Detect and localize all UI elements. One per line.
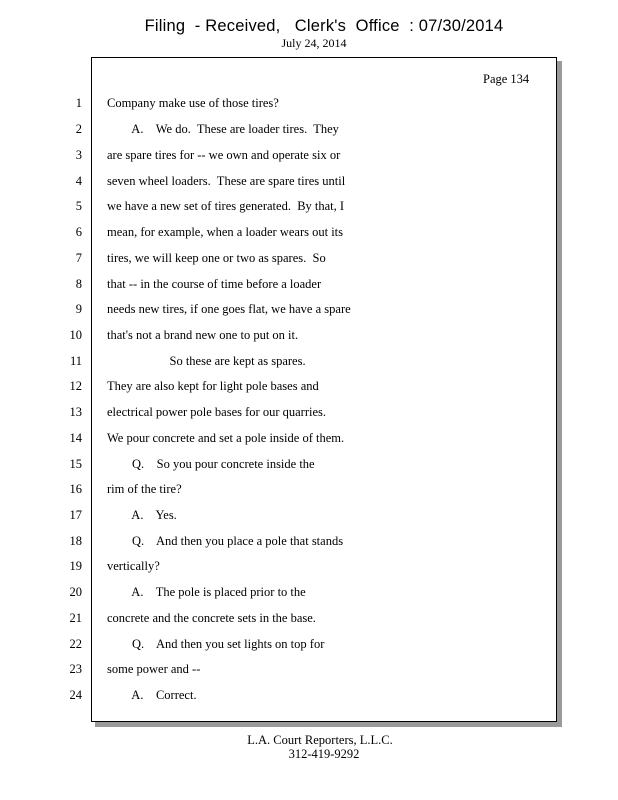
line-number: 10 — [69, 328, 82, 342]
line-number: 7 — [75, 251, 82, 265]
line-text: A. We do. These are loader tires. They — [107, 122, 339, 136]
line-text: seven wheel loaders. These are spare tires until — [107, 174, 346, 188]
line-text: So these are kept as spares. — [107, 354, 306, 368]
line-number: 22 — [69, 637, 82, 651]
line-number: 23 — [69, 662, 82, 676]
line-number: 20 — [69, 585, 82, 599]
line-text: Q. And then you set lights on top for — [107, 637, 325, 651]
line-number: 1 — [75, 96, 82, 110]
line-number: 4 — [75, 174, 82, 188]
line-number: 8 — [75, 277, 82, 291]
line-text: we have a new set of tires generated. By that, I — [107, 199, 345, 213]
line-text: vertically? — [107, 559, 160, 573]
line-number: 17 — [69, 508, 82, 522]
line-text: that's not a brand new one to put on it. — [107, 328, 299, 342]
line-number: 15 — [69, 457, 82, 471]
line-text: are spare tires for -- we own and operate six or — [107, 148, 341, 162]
line-number: 19 — [69, 559, 82, 573]
line-text: concrete and the concrete sets in the base. — [107, 611, 316, 625]
line-text: needs new tires, if one goes flat, we have a spare — [107, 302, 351, 316]
line-number: 2 — [75, 122, 82, 136]
transcript-date: July 24, 2014 — [281, 36, 347, 50]
line-number: 6 — [75, 225, 82, 239]
line-number: 3 — [75, 148, 82, 162]
line-number: 13 — [69, 405, 82, 419]
line-text: Company make use of those tires? — [107, 96, 279, 110]
line-text: A. The pole is placed prior to the — [107, 585, 306, 599]
line-text: A. Correct. — [107, 688, 197, 702]
line-text: electrical power pole bases for our quarries. — [107, 405, 327, 419]
line-text: They are also kept for light pole bases and — [107, 379, 319, 393]
line-number: 12 — [69, 379, 82, 393]
line-number: 21 — [69, 611, 82, 625]
line-text: We pour concrete and set a pole inside of them. — [107, 431, 345, 445]
line-text: A. Yes. — [107, 508, 177, 522]
line-text: Q. So you pour concrete inside the — [107, 457, 315, 471]
line-number: 9 — [75, 302, 82, 316]
line-text: Q. And then you place a pole that stands — [107, 534, 344, 548]
filing-stamp: Filing - Received, Clerk's Office : 07/30/2014 — [144, 17, 504, 35]
line-number: 5 — [75, 199, 82, 213]
reporter-phone: 312-419-9292 — [288, 747, 360, 761]
page-number: Page 134 — [483, 72, 530, 86]
line-number: 18 — [69, 534, 82, 548]
line-number: 14 — [69, 431, 82, 445]
line-number: 24 — [69, 688, 82, 702]
line-number: 11 — [69, 354, 82, 368]
line-number: 16 — [69, 482, 82, 496]
line-text: some power and -- — [107, 662, 201, 676]
line-text: that -- in the course of time before a loader — [107, 277, 322, 291]
line-text: mean, for example, when a loader wears out its — [107, 225, 344, 239]
reporter-company: L.A. Court Reporters, L.L.C. — [247, 733, 393, 747]
line-text: tires, we will keep one or two as spares. So — [107, 251, 326, 265]
line-text: rim of the tire? — [107, 482, 182, 496]
